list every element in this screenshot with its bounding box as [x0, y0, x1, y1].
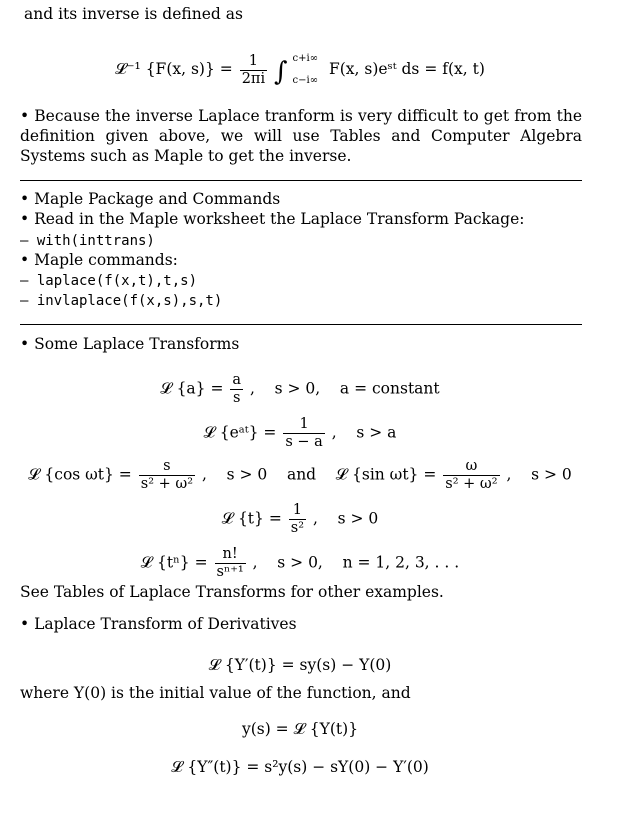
eq3-lhs: 𝓛 {cos ωt} =: [28, 465, 132, 484]
eq3-fraction-2: [443, 458, 499, 493]
eq3-num2: ω: [443, 458, 499, 476]
eq1-num: a: [232, 372, 242, 388]
eq4-lhs: 𝓛 {t} =: [221, 509, 282, 528]
divider-1: [20, 180, 582, 181]
eq2-den: s − a: [285, 434, 323, 450]
eq1-lhs: 𝓛 {a} =: [160, 379, 224, 398]
derivative-first-eq: 𝓛 {Y′(t)} = sy(s) − Y(0): [208, 656, 392, 674]
eq5-cond: , s > 0, n = 1, 2, 3, . . .: [252, 553, 460, 572]
eq3-cond: , s > 0: [506, 465, 572, 484]
intro-text: and its inverse is defined as: [24, 5, 243, 23]
transform-exponential: [0, 416, 600, 451]
derivatives-heading: • Laplace Transform of Derivatives: [20, 615, 297, 633]
transform-trig: [0, 458, 600, 493]
maple-heading: • Maple Package and Commands: [20, 190, 281, 208]
paragraph-inverse-note: • Because the inverse Laplace tranform is very difficult to get from the definition given above, we will use Tables and Computer Algebra Systems such as Maple to get the inverse.: [20, 107, 582, 165]
integral-sign: ∫: [274, 57, 288, 87]
eq4-den: s²: [290, 520, 305, 536]
see-tables-text: See Tables of Laplace Transforms for other examples.: [20, 583, 444, 601]
maple-invlaplace-command: – invlaplace(f(x,s),s,t): [20, 293, 223, 309]
eq1-cond: , s > 0, a = constant: [249, 379, 440, 398]
eq4-num: 1: [289, 502, 306, 520]
eq3-num: s: [139, 458, 195, 476]
eq5-num: n!: [215, 546, 246, 564]
eq2-lhs: 𝓛 {eᵃᵗ} =: [203, 423, 277, 442]
divider-2: [20, 324, 582, 325]
inverse-eq-rhs: F(x, s)eˢᵗ ds = f(x, t): [328, 60, 485, 78]
eq3-den2: s² + ω²: [445, 476, 498, 492]
maple-commands-heading: • Maple commands:: [20, 251, 178, 269]
derivative-second-eq: 𝓛 {Y″(t)} = s²y(s) − sY(0) − Y′(0): [171, 758, 429, 776]
eq4-cond: , s > 0: [312, 509, 379, 528]
transform-t-power: [0, 546, 600, 581]
eq1-fraction: [230, 372, 243, 407]
integral-upper-limit: c+i∞: [292, 53, 319, 64]
maple-read-in: • Read in the Maple worksheet the Laplace Transform Package:: [20, 210, 525, 228]
eq2-cond: , s > a: [331, 423, 397, 442]
eq5-fraction: [215, 546, 246, 581]
maple-with-command: – with(inttrans): [20, 233, 155, 249]
maple-laplace-command: – laplace(f(x,t),t,s): [20, 273, 198, 289]
inverse-eq-lhs: 𝓛⁻¹ {F(x, s)} =: [115, 60, 233, 78]
eq2-fraction: [283, 416, 324, 451]
integral-limits: [293, 48, 319, 92]
transform-t: [0, 502, 600, 537]
eq2-num: 1: [283, 416, 324, 434]
eq5-lhs: 𝓛 {tⁿ} =: [140, 553, 208, 572]
eq3-mid: , s > 0 and 𝓛 {sin ωt} =: [201, 465, 437, 484]
eq5-den: sⁿ⁺¹: [216, 564, 244, 580]
where-text: where Y(0) is the initial value of the function, and: [20, 684, 411, 702]
eq3-fraction: [139, 458, 195, 493]
eq1-den: s: [232, 390, 241, 406]
integral-lower-limit: c−i∞: [292, 75, 319, 86]
eq4-fraction: [289, 502, 306, 537]
inverse-laplace-equation: [0, 48, 600, 92]
inverse-eq-frac-num: 1: [240, 53, 267, 71]
inverse-eq-frac-den: 2πi: [241, 70, 266, 87]
y-of-s-eq: y(s) = 𝓛 {Y(t)}: [241, 720, 359, 738]
eq3-den: s² + ω²: [140, 476, 194, 492]
inverse-eq-fraction: [240, 53, 267, 88]
transform-constant: [0, 372, 600, 407]
transforms-heading: • Some Laplace Transforms: [20, 335, 240, 353]
